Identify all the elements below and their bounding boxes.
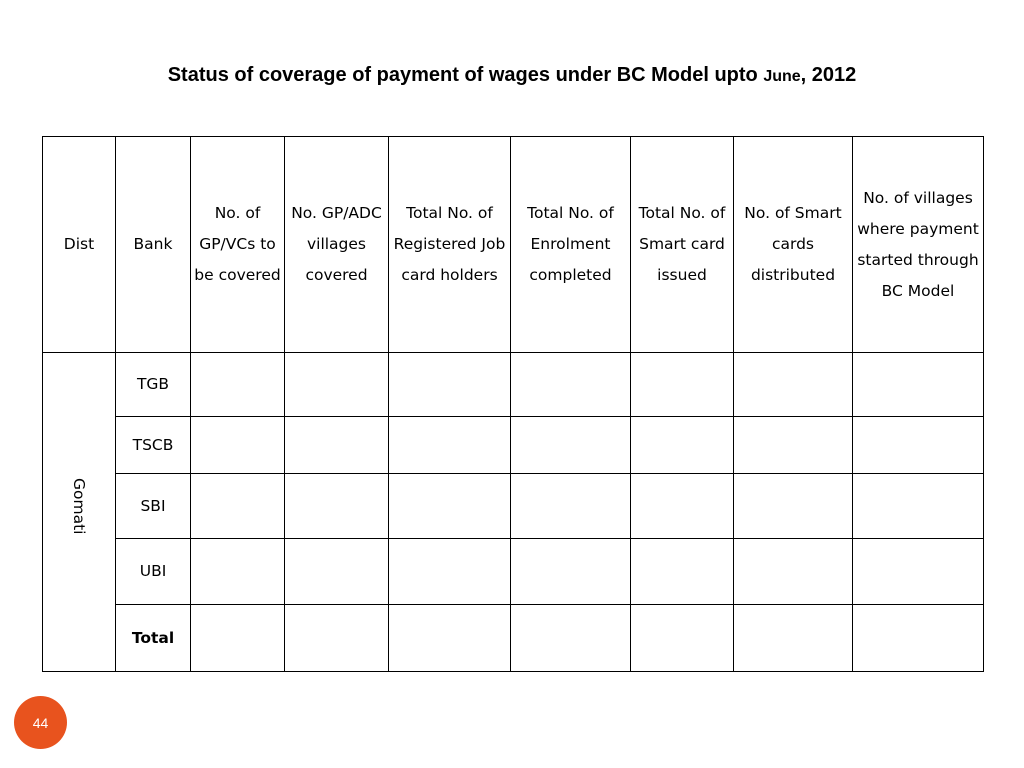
table-row — [43, 353, 984, 417]
table-row — [43, 605, 984, 672]
empty-cell — [285, 474, 389, 539]
empty-cell — [285, 417, 389, 474]
empty-cell — [191, 539, 285, 605]
title-month: June — [763, 68, 801, 85]
empty-cell — [853, 474, 984, 539]
header-gp-vcs-to-cover: No. of GP/VCs to be covered — [191, 137, 285, 353]
empty-cell — [734, 605, 853, 672]
empty-cell — [511, 539, 631, 605]
header-enrolment-completed: Total No. of Enrolment completed — [511, 137, 631, 353]
empty-cell — [285, 605, 389, 672]
header-villages-bc-payment: No. of villages where payment started through BC Model — [853, 137, 984, 353]
header-smart-cards-distributed: No. of Smart cards distributed — [734, 137, 853, 353]
empty-cell — [631, 417, 734, 474]
table-row — [43, 539, 984, 605]
slide-title — [0, 64, 1024, 87]
empty-cell — [734, 539, 853, 605]
empty-cell — [853, 353, 984, 417]
total-cell: Total — [116, 605, 191, 672]
empty-cell — [285, 539, 389, 605]
empty-cell — [631, 353, 734, 417]
district-label: Gomati — [70, 478, 88, 535]
empty-cell — [191, 474, 285, 539]
table-row — [43, 417, 984, 474]
header-registered-job-cards: Total No. of Registered Job card holders — [389, 137, 511, 353]
empty-cell — [853, 417, 984, 474]
empty-cell — [734, 353, 853, 417]
empty-cell — [389, 417, 511, 474]
bank-cell-tscb: TSCB — [116, 417, 191, 474]
empty-cell — [511, 353, 631, 417]
empty-cell — [191, 605, 285, 672]
page-number: 44 — [32, 714, 49, 731]
title-main: Status of coverage of payment of wages under BC Model upto — [167, 64, 764, 86]
empty-cell — [511, 605, 631, 672]
empty-cell — [853, 605, 984, 672]
empty-cell — [191, 417, 285, 474]
table-row — [43, 474, 984, 539]
empty-cell — [631, 474, 734, 539]
empty-cell — [389, 474, 511, 539]
header-row — [43, 137, 984, 353]
header-bank: Bank — [116, 137, 191, 353]
coverage-table — [42, 136, 984, 672]
empty-cell — [511, 474, 631, 539]
empty-cell — [191, 353, 285, 417]
empty-cell — [853, 539, 984, 605]
header-smart-card-issued: Total No. of Smart card issued — [631, 137, 734, 353]
bank-cell-sbi: SBI — [116, 474, 191, 539]
title-year: , 2012 — [800, 64, 857, 86]
empty-cell — [631, 539, 734, 605]
header-dist: Dist — [43, 137, 116, 353]
empty-cell — [389, 605, 511, 672]
empty-cell — [734, 474, 853, 539]
page-number-badge — [14, 696, 67, 749]
empty-cell — [631, 605, 734, 672]
empty-cell — [285, 353, 389, 417]
empty-cell — [389, 353, 511, 417]
header-gp-adc-covered: No. GP/ADC villages covered — [285, 137, 389, 353]
district-cell — [43, 353, 116, 672]
bank-cell-ubi: UBI — [116, 539, 191, 605]
bank-cell-tgb: TGB — [116, 353, 191, 417]
empty-cell — [389, 539, 511, 605]
empty-cell — [511, 417, 631, 474]
empty-cell — [734, 417, 853, 474]
